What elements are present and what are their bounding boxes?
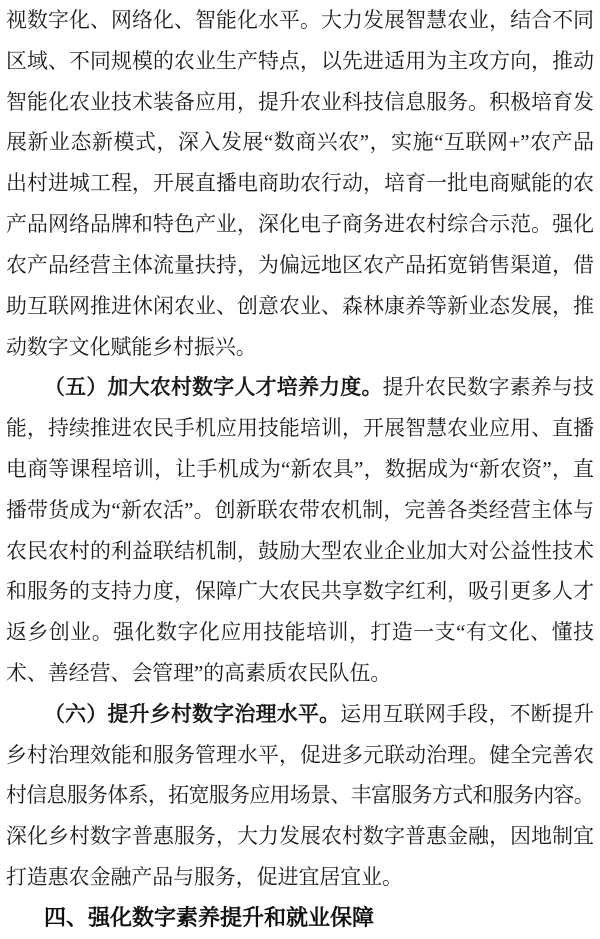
text-line (6, 82, 594, 123)
line-text: 区域、不同规模的农业生产特点，以先进适用为主攻方向，推动 (6, 48, 594, 73)
section-heading (6, 898, 594, 939)
line-text: 打造惠农金融产品与服务，促进宜居宜业。 (6, 865, 403, 890)
section-label-6: （六）提升乡村数字治理水平。 (44, 701, 341, 726)
text-line (6, 694, 594, 735)
line-text: 展新业态新模式，深入发展“数商兴农”，实施“互联网+”农产品 (6, 130, 594, 155)
line-text: 智能化农业技术装备应用，提升农业科技信息服务。积极培育发 (6, 89, 594, 114)
text-line (6, 531, 594, 572)
text-line (6, 204, 594, 245)
text-line (6, 449, 594, 490)
text-line (6, 490, 594, 531)
line-text: 和服务的支持力度，保障广大农民共享数字红利，吸引更多人才 (6, 579, 594, 604)
text-line (6, 775, 594, 816)
text-line (6, 367, 594, 408)
text-line (6, 571, 594, 612)
text-line (6, 0, 594, 41)
line-text: 运用互联网手段，不断提升 (340, 701, 594, 726)
line-text: 农产品经营主体流量扶持，为偏远地区农产品拓宽销售渠道，借 (6, 252, 594, 277)
line-text: 出村进城工程，开展直播电商助农行动，培育一批电商赋能的农 (6, 171, 594, 196)
line-text: 返乡创业。强化数字化应用技能培训，打造一支“有文化、懂技 (6, 620, 594, 645)
line-text: 村信息服务体系，拓宽服务应用场景、丰富服务方式和服务内容。 (6, 783, 594, 808)
text-line (6, 163, 594, 204)
text-line (6, 735, 594, 776)
text-line (6, 245, 594, 286)
line-text: 术、善经营、会管理”的高素质农民队伍。 (6, 661, 392, 685)
line-text: 提升农民数字素养与技 (382, 375, 594, 400)
text-line (6, 122, 594, 163)
line-text: 播带货成为“新农活”。创新联农带农机制，完善各类经营主体与 (6, 497, 594, 522)
section-heading-text: 四、强化数字素养提升和就业保障 (44, 904, 375, 930)
line-text: 助互联网推进休闲农业、创意农业、森林康养等新业态发展，推 (6, 293, 594, 318)
text-line (6, 327, 594, 368)
line-text: 深化乡村数字普惠服务，大力发展农村数字普惠金融，因地制宜 (6, 824, 594, 849)
line-text: 产品网络品牌和特色产业，深化电子商务进农村综合示范。强化 (6, 212, 594, 237)
line-text: 农民农村的利益联结机制，鼓励大型农业企业加大对公益性技术 (6, 538, 594, 563)
text-line (6, 41, 594, 82)
text-line (6, 653, 594, 694)
text-line (6, 857, 594, 898)
line-text: 视数字化、网络化、智能化水平。大力发展智慧农业，结合不同 (6, 8, 594, 32)
text-line (6, 612, 594, 653)
text-line (6, 408, 594, 449)
text-line (6, 816, 594, 857)
line-text: 电商等课程培训，让手机成为“新农具”，数据成为“新农资”，直 (6, 456, 594, 481)
line-text: 乡村治理效能和服务管理水平，促进多元联动治理。健全完善农 (6, 742, 594, 767)
line-text: 能，持续推进农民手机应用技能培训，开展智慧农业应用、直播 (6, 416, 594, 441)
section-label-5: （五）加大农村数字人才培养力度。 (44, 375, 383, 400)
text-line (6, 286, 594, 327)
line-text: 动数字文化赋能乡村振兴。 (6, 334, 257, 359)
